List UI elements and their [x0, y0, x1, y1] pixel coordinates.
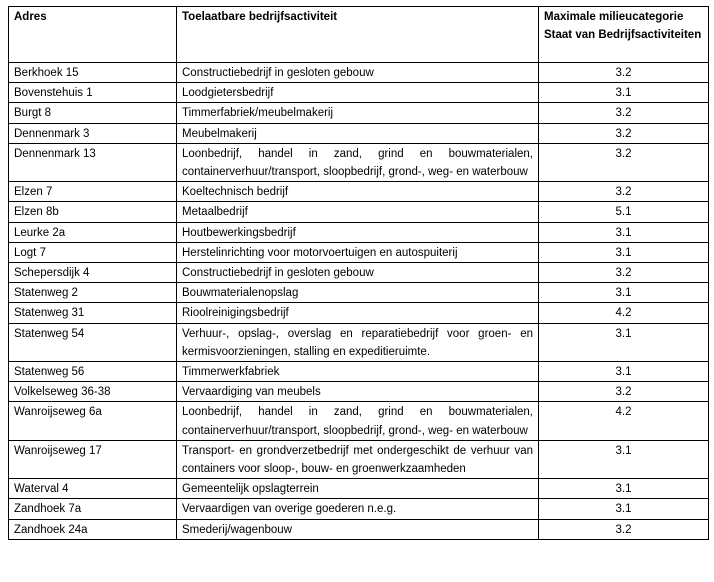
cell-address: Zandhoek 7a: [9, 499, 177, 519]
cell-address: Volkelseweg 36-38: [9, 382, 177, 402]
table-row: [9, 263, 709, 283]
table-row: [9, 303, 709, 323]
table-row: [9, 402, 709, 440]
cell-category: 3.2: [539, 263, 709, 283]
cell-category: 3.1: [539, 83, 709, 103]
cell-category: 3.2: [539, 143, 709, 181]
cell-address: Elzen 7: [9, 182, 177, 202]
header-address: Adres: [9, 7, 177, 63]
header-activity: Toelaatbare bedrijfsactiviteit: [177, 7, 539, 63]
cell-activity: Loodgietersbedrijf: [177, 83, 539, 103]
cell-address: Elzen 8b: [9, 202, 177, 222]
cell-activity: Timmerfabriek/meubelmakerij: [177, 103, 539, 123]
cell-activity: Vervaardigen van overige goederen n.e.g.: [177, 499, 539, 519]
table-row: [9, 83, 709, 103]
cell-address: Schepersdijk 4: [9, 263, 177, 283]
cell-address: Leurke 2a: [9, 222, 177, 242]
cell-activity: Gemeentelijk opslagterrein: [177, 479, 539, 499]
cell-address: Dennenmark 3: [9, 123, 177, 143]
cell-address: Zandhoek 24a: [9, 519, 177, 539]
cell-address: Wanroijseweg 17: [9, 440, 177, 478]
cell-category: 3.1: [539, 362, 709, 382]
cell-address: Wanroijseweg 6a: [9, 402, 177, 440]
cell-category: 3.1: [539, 222, 709, 242]
table-row: [9, 63, 709, 83]
table-row: [9, 519, 709, 539]
table-row: [9, 123, 709, 143]
cell-activity: Timmerwerkfabriek: [177, 362, 539, 382]
table-row: [9, 382, 709, 402]
cell-category: 3.2: [539, 63, 709, 83]
cell-activity: Loonbedrijf, handel in zand, grind en bouwmaterialen, containerverhuur/transport, sloopbedrijf, grond-, weg- en waterbouw: [177, 143, 539, 181]
cell-activity: Koeltechnisch bedrijf: [177, 182, 539, 202]
cell-activity: Constructiebedrijf in gesloten gebouw: [177, 263, 539, 283]
table-row: [9, 182, 709, 202]
cell-address: Bovenstehuis 1: [9, 83, 177, 103]
cell-category: 3.1: [539, 283, 709, 303]
cell-activity: Transport- en grondverzetbedrijf met ondergeschikt de verhuur van containers voor sloop-, bouw- en groenwerkzaamheden: [177, 440, 539, 478]
cell-address: Statenweg 54: [9, 323, 177, 361]
table-row: [9, 362, 709, 382]
cell-category: 3.2: [539, 519, 709, 539]
table-row: [9, 242, 709, 262]
cell-address: Burgt 8: [9, 103, 177, 123]
cell-activity: Verhuur-, opslag-, overslag en reparatiebedrijf voor groen- en kermisvoorzieningen, stalling en expeditieruimte.: [177, 323, 539, 361]
cell-category: 3.1: [539, 479, 709, 499]
cell-address: Dennenmark 13: [9, 143, 177, 181]
table-row: [9, 479, 709, 499]
cell-category: 3.2: [539, 182, 709, 202]
business-activities-table: [8, 6, 709, 540]
cell-category: 4.2: [539, 303, 709, 323]
table-row: [9, 440, 709, 478]
cell-address: Statenweg 31: [9, 303, 177, 323]
cell-category: 3.2: [539, 103, 709, 123]
table-row: [9, 283, 709, 303]
cell-category: 4.2: [539, 402, 709, 440]
cell-category: 3.2: [539, 123, 709, 143]
table-row: [9, 202, 709, 222]
cell-activity: Metaalbedrijf: [177, 202, 539, 222]
table-row: [9, 143, 709, 181]
cell-address: Statenweg 2: [9, 283, 177, 303]
cell-activity: Constructiebedrijf in gesloten gebouw: [177, 63, 539, 83]
table-row: [9, 103, 709, 123]
cell-activity: Rioolreinigingsbedrijf: [177, 303, 539, 323]
cell-activity: Houtbewerkingsbedrijf: [177, 222, 539, 242]
table-row: [9, 499, 709, 519]
header-row: [9, 7, 709, 63]
cell-activity: Bouwmaterialenopslag: [177, 283, 539, 303]
cell-address: Berkhoek 15: [9, 63, 177, 83]
cell-activity: Meubelmakerij: [177, 123, 539, 143]
table-row: [9, 323, 709, 361]
cell-category: 3.1: [539, 242, 709, 262]
cell-activity: Herstelinrichting voor motorvoertuigen en autospuiterij: [177, 242, 539, 262]
cell-category: 3.1: [539, 323, 709, 361]
table-row: [9, 222, 709, 242]
header-category: Maximale milieucategorie Staat van Bedrijfsactiviteiten: [539, 7, 709, 63]
cell-category: 3.2: [539, 382, 709, 402]
cell-address: Waterval 4: [9, 479, 177, 499]
cell-category: 3.1: [539, 499, 709, 519]
cell-activity: Loonbedrijf, handel in zand, grind en bouwmaterialen, containerverhuur/transport, sloopbedrijf, grond-, weg- en waterbouw: [177, 402, 539, 440]
cell-category: 5.1: [539, 202, 709, 222]
cell-address: Statenweg 56: [9, 362, 177, 382]
cell-activity: Vervaardiging van meubels: [177, 382, 539, 402]
cell-address: Logt 7: [9, 242, 177, 262]
cell-activity: Smederij/wagenbouw: [177, 519, 539, 539]
cell-category: 3.1: [539, 440, 709, 478]
